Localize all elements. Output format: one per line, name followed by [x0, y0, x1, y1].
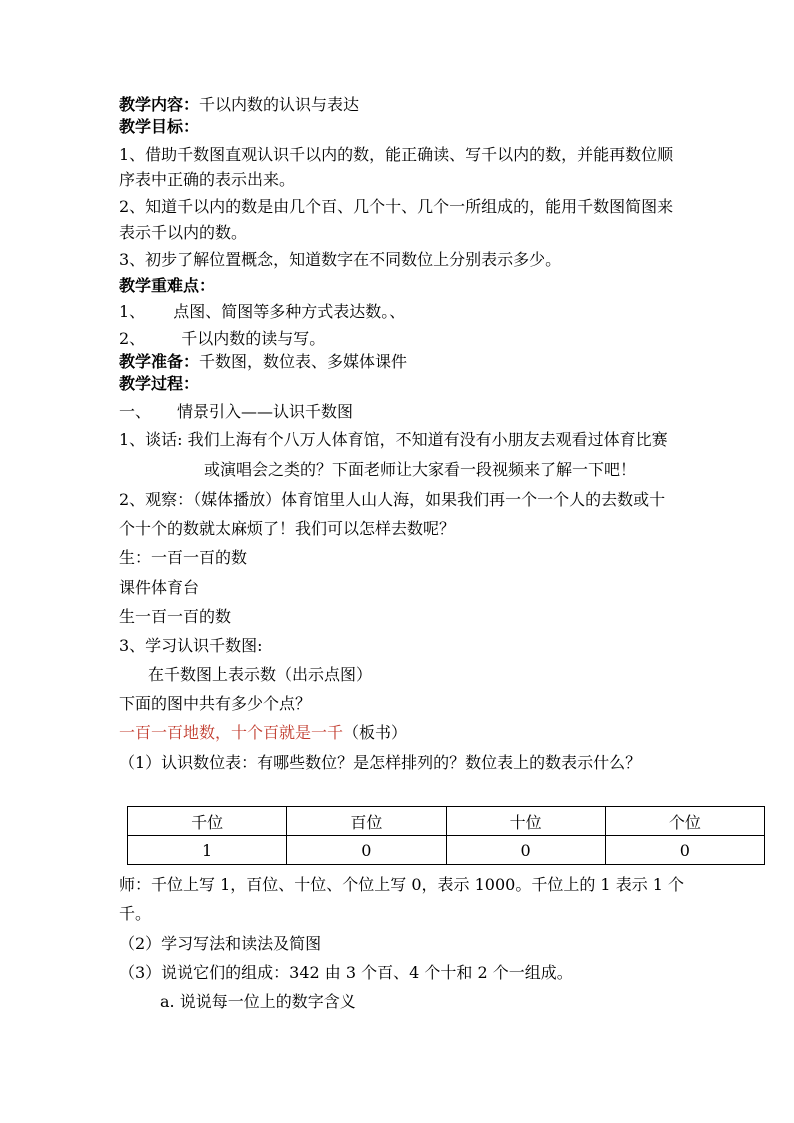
step-1: （1）认识数位表：有哪些数位？是怎样排列的？数位表上的数表示什么？ [119, 753, 642, 772]
section-1-text: 情景引入——认识千数图 [177, 402, 354, 421]
step-3a: a. 说说每一位上的数字含义 [160, 992, 356, 1011]
show-dots-line: 在千数图上表示数（出示点图） [148, 665, 373, 684]
keypoints-heading: 教学重难点： [119, 276, 216, 295]
goal-3: 3、初步了解位置概念，知道数字在不同数位上分别表示多少。 [119, 250, 562, 269]
step-2: （2）学习写法和读法及简图 [119, 934, 322, 953]
prep-value: 千数图，数位表、多媒体课件 [199, 352, 408, 371]
prep-label: 教学准备： [119, 352, 200, 371]
table-row [128, 836, 765, 865]
board-note: （板书） [343, 723, 408, 742]
student-answer-1: 生：一百一百的数 [119, 548, 248, 567]
goal-2-line-1: 2、知道千以内的数是由几个百、几个十、几个一所组成的，能用千数图简图来 [119, 197, 674, 216]
table-header-row [128, 807, 765, 836]
courseware-note: 课件体育台 [119, 578, 200, 597]
observe-line-2: 个十个的数就太麻烦了！我们可以怎样去数呢？ [119, 519, 456, 538]
content-value: 千以内数的认识与表达 [199, 95, 360, 114]
goal-heading: 教学目标： [119, 117, 200, 136]
process-heading: 教学过程： [119, 374, 200, 393]
table-cell: 0 [287, 836, 446, 865]
keypoint-2-number: 2、 [119, 329, 146, 348]
keypoint-1-number: 1、 [119, 302, 146, 321]
content-label: 教学内容： [119, 95, 200, 114]
board-line [119, 723, 407, 743]
goal-1-line-2: 序表中正确的表示出来。 [119, 170, 296, 189]
table-cell: 0 [605, 836, 764, 865]
digit-place-table [127, 806, 765, 865]
content-line [119, 95, 359, 115]
table-cell: 0 [446, 836, 605, 865]
talk-line-2: 或演唱会之类的？下面老师让大家看一段视频来了解一下吧！ [204, 460, 637, 479]
question-line: 下面的图中共有多少个点？ [119, 694, 312, 713]
table-header-cell: 个位 [605, 807, 764, 836]
goal-2-line-2: 表示千以内的数。 [119, 223, 248, 242]
section-1-number: 一、 [119, 402, 152, 421]
highlight-text: 一百一百地数，十个百就是一千 [119, 723, 344, 742]
table-header-cell: 百位 [287, 807, 446, 836]
step-3: （3）说说它们的组成：342 由 3 个百、4 个十和 2 个一组成。 [119, 963, 573, 982]
table-cell: 1 [128, 836, 287, 865]
section-1-title [119, 402, 353, 422]
goal-1-line-1: 1、借助千数图直观认识千以内的数，能正确读、写千以内的数，并能再数位顺 [119, 145, 674, 164]
table-header-cell: 千位 [128, 807, 287, 836]
keypoint-2 [119, 329, 325, 349]
talk-line-1: 1、谈话: 我们上海有个八万人体育馆，不知道有没有小朋友去观看过体育比赛 [119, 430, 668, 449]
keypoint-1-text: 点图、简图等多种方式表达数。、 [173, 302, 406, 321]
table-header-cell: 十位 [446, 807, 605, 836]
keypoint-2-text: 千以内数的读与写。 [181, 329, 326, 348]
teacher-line-2: 千。 [119, 904, 152, 923]
teacher-line-1: 师：千位上写 1，百位、十位、个位上写 0，表示 1000。千位上的 1 表示 1 个 [119, 875, 685, 894]
student-answer-2: 生一百一百的数 [119, 607, 232, 626]
prep-line [119, 352, 407, 372]
observe-line-1: 2、观察：（媒体播放）体育馆里人山人海，如果我们再一个一个人的去数或十 [119, 490, 666, 509]
keypoint-1 [119, 302, 405, 322]
learn-heading: 3、学习认识千数图: [119, 636, 263, 655]
